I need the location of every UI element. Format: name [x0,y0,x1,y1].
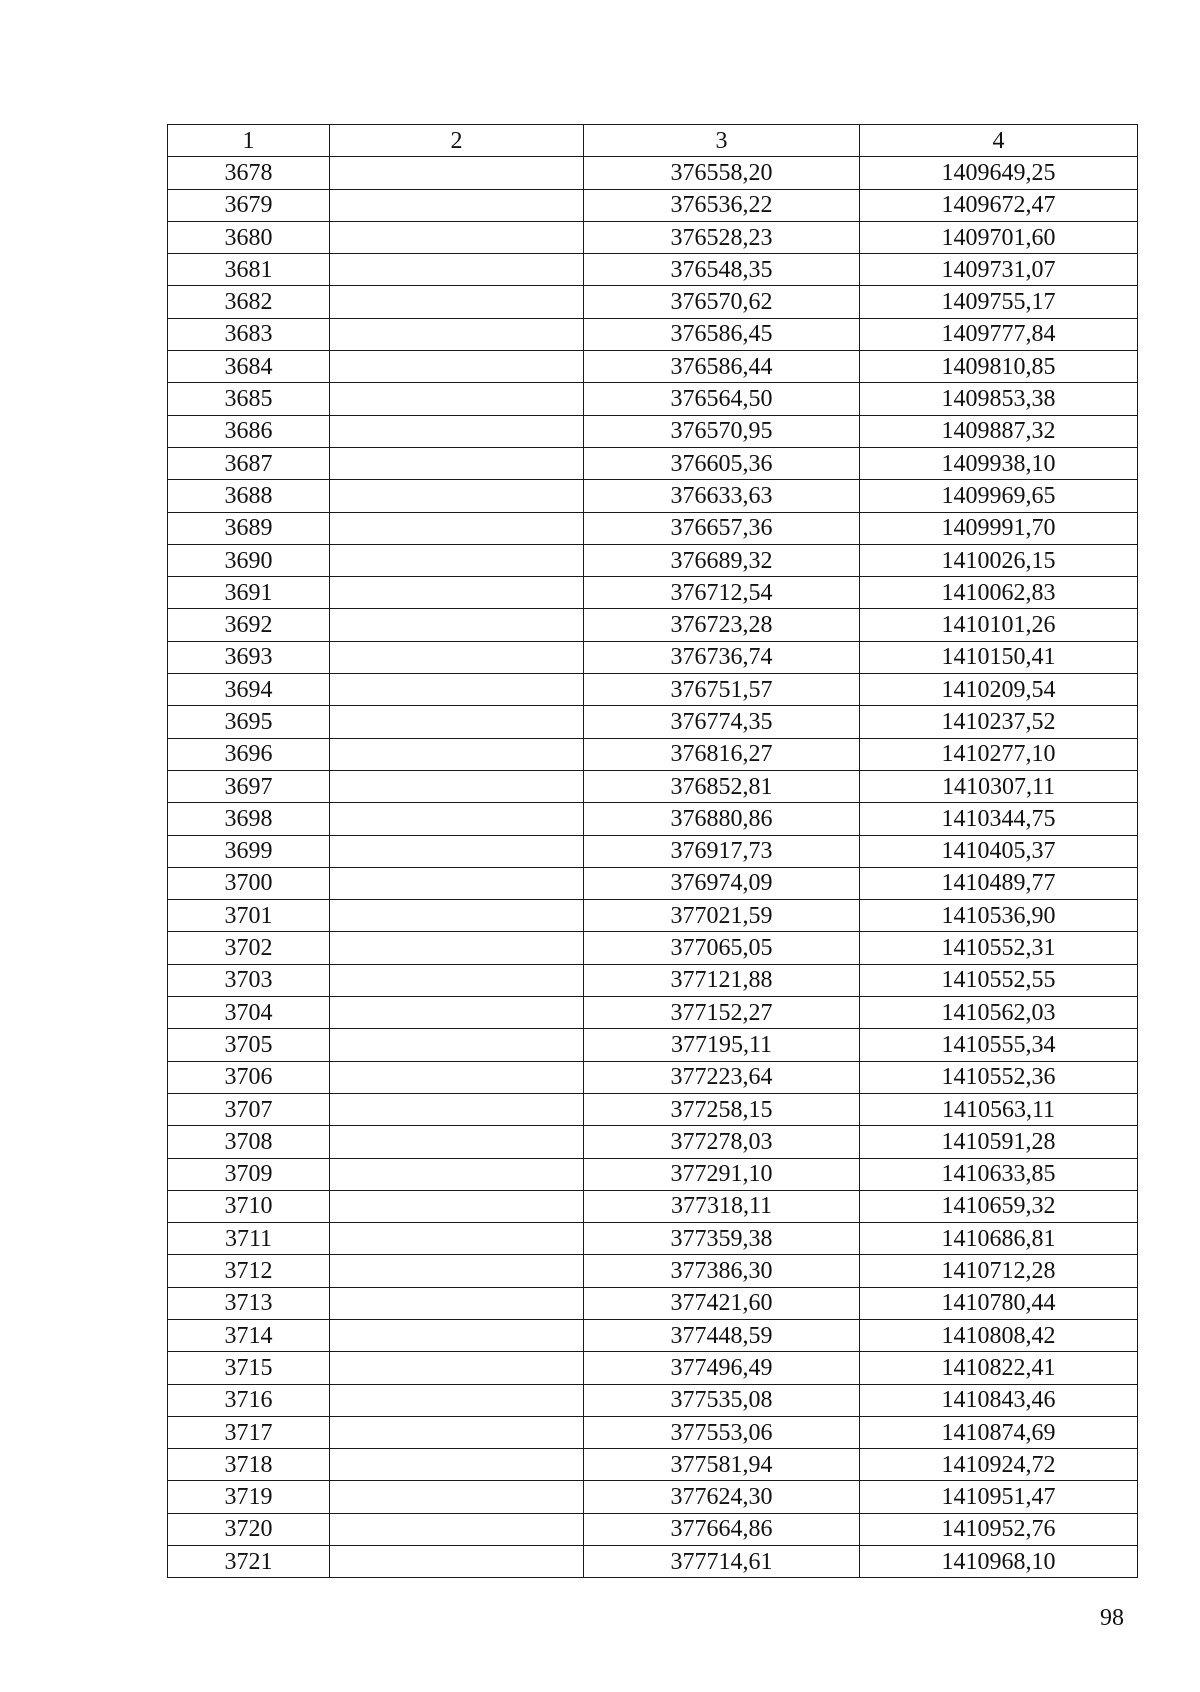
y-coordinate-cell: 1410552,36 [860,1061,1138,1093]
point-number-cell: 3709 [168,1158,330,1190]
table-row [168,738,1138,770]
description-cell [330,221,584,253]
table-row [168,1481,1138,1513]
description-cell [330,318,584,350]
x-coordinate-cell: 377223,64 [584,1061,860,1093]
x-coordinate-cell: 377291,10 [584,1158,860,1190]
y-coordinate-cell: 1410659,32 [860,1190,1138,1222]
description-cell [330,1513,584,1545]
table-row [168,1029,1138,1061]
y-coordinate-cell: 1410026,15 [860,544,1138,576]
x-coordinate-cell: 376548,35 [584,254,860,286]
description-cell [330,1255,584,1287]
x-coordinate-cell: 377195,11 [584,1029,860,1061]
point-number-cell: 3682 [168,286,330,318]
description-cell [330,1061,584,1093]
table-row [168,1319,1138,1351]
point-number-cell: 3721 [168,1546,330,1578]
description-cell [330,1158,584,1190]
x-coordinate-cell: 376689,32 [584,544,860,576]
y-coordinate-cell: 1410344,75 [860,803,1138,835]
y-coordinate-cell: 1410843,46 [860,1384,1138,1416]
description-cell [330,900,584,932]
y-coordinate-cell: 1410822,41 [860,1352,1138,1384]
table-row [168,1190,1138,1222]
description-cell [330,189,584,221]
y-coordinate-cell: 1409777,84 [860,318,1138,350]
description-cell [330,512,584,544]
x-coordinate-cell: 377448,59 [584,1319,860,1351]
column-header-2: 2 [330,125,584,157]
page-number: 98 [1100,1605,1124,1631]
y-coordinate-cell: 1410489,77 [860,867,1138,899]
y-coordinate-cell: 1409672,47 [860,189,1138,221]
x-coordinate-cell: 376570,62 [584,286,860,318]
y-coordinate-cell: 1410405,37 [860,835,1138,867]
table-row [168,997,1138,1029]
description-cell [330,1352,584,1384]
point-number-cell: 3684 [168,351,330,383]
x-coordinate-cell: 377278,03 [584,1126,860,1158]
point-number-cell: 3715 [168,1352,330,1384]
table-row [168,674,1138,706]
description-cell [330,480,584,512]
point-number-cell: 3680 [168,221,330,253]
y-coordinate-cell: 1410808,42 [860,1319,1138,1351]
description-cell [330,383,584,415]
table-row [168,1449,1138,1481]
y-coordinate-cell: 1409938,10 [860,447,1138,479]
table-row [168,577,1138,609]
table-row [168,900,1138,932]
description-cell [330,415,584,447]
point-number-cell: 3699 [168,835,330,867]
x-coordinate-cell: 376712,54 [584,577,860,609]
point-number-cell: 3704 [168,997,330,1029]
table-row [168,803,1138,835]
table-row [168,1416,1138,1448]
table-row [168,770,1138,802]
table-row [168,1513,1138,1545]
x-coordinate-cell: 376528,23 [584,221,860,253]
y-coordinate-cell: 1409649,25 [860,157,1138,189]
table-body [168,157,1138,1578]
table-row [168,1061,1138,1093]
point-number-cell: 3683 [168,318,330,350]
table-row [168,1223,1138,1255]
y-coordinate-cell: 1410780,44 [860,1287,1138,1319]
point-number-cell: 3696 [168,738,330,770]
description-cell [330,738,584,770]
y-coordinate-cell: 1409731,07 [860,254,1138,286]
y-coordinate-cell: 1410686,81 [860,1223,1138,1255]
table-row [168,835,1138,867]
point-number-cell: 3705 [168,1029,330,1061]
point-number-cell: 3697 [168,770,330,802]
x-coordinate-cell: 376586,44 [584,351,860,383]
x-coordinate-cell: 377258,15 [584,1093,860,1125]
table-row [168,1126,1138,1158]
table-row [168,221,1138,253]
description-cell [330,932,584,964]
point-number-cell: 3716 [168,1384,330,1416]
point-number-cell: 3694 [168,674,330,706]
description-cell [330,544,584,576]
table-row [168,415,1138,447]
x-coordinate-cell: 377359,38 [584,1223,860,1255]
table-row [168,932,1138,964]
table-row [168,1352,1138,1384]
y-coordinate-cell: 1410633,85 [860,1158,1138,1190]
point-number-cell: 3679 [168,189,330,221]
x-coordinate-cell: 377624,30 [584,1481,860,1513]
point-number-cell: 3695 [168,706,330,738]
description-cell [330,157,584,189]
table-row [168,609,1138,641]
table-row [168,480,1138,512]
point-number-cell: 3687 [168,447,330,479]
point-number-cell: 3720 [168,1513,330,1545]
table-header-row [168,125,1138,157]
x-coordinate-cell: 377386,30 [584,1255,860,1287]
table-row [168,1384,1138,1416]
x-coordinate-cell: 377065,05 [584,932,860,964]
description-cell [330,1481,584,1513]
point-number-cell: 3701 [168,900,330,932]
y-coordinate-cell: 1410591,28 [860,1126,1138,1158]
description-cell [330,1287,584,1319]
y-coordinate-cell: 1409991,70 [860,512,1138,544]
y-coordinate-cell: 1410536,90 [860,900,1138,932]
point-number-cell: 3706 [168,1061,330,1093]
point-number-cell: 3703 [168,964,330,996]
table-row [168,286,1138,318]
y-coordinate-cell: 1410562,03 [860,997,1138,1029]
point-number-cell: 3688 [168,480,330,512]
point-number-cell: 3711 [168,1223,330,1255]
y-coordinate-cell: 1409810,85 [860,351,1138,383]
table-row [168,1093,1138,1125]
x-coordinate-cell: 376657,36 [584,512,860,544]
description-cell [330,1029,584,1061]
table-row [168,1287,1138,1319]
x-coordinate-cell: 377496,49 [584,1352,860,1384]
y-coordinate-cell: 1410874,69 [860,1416,1138,1448]
table-row [168,318,1138,350]
table-row [168,351,1138,383]
description-cell [330,609,584,641]
y-coordinate-cell: 1410563,11 [860,1093,1138,1125]
x-coordinate-cell: 377152,27 [584,997,860,1029]
point-number-cell: 3690 [168,544,330,576]
description-cell [330,835,584,867]
table-row [168,1255,1138,1287]
x-coordinate-cell: 376736,74 [584,641,860,673]
point-number-cell: 3702 [168,932,330,964]
table-row [168,706,1138,738]
x-coordinate-cell: 377021,59 [584,900,860,932]
x-coordinate-cell: 376536,22 [584,189,860,221]
table-row [168,1158,1138,1190]
x-coordinate-cell: 376633,63 [584,480,860,512]
table-row [168,157,1138,189]
description-cell [330,1223,584,1255]
x-coordinate-cell: 376917,73 [584,835,860,867]
description-cell [330,997,584,1029]
description-cell [330,641,584,673]
coordinates-table [167,124,1138,1578]
y-coordinate-cell: 1410552,31 [860,932,1138,964]
description-cell [330,577,584,609]
point-number-cell: 3686 [168,415,330,447]
description-cell [330,286,584,318]
y-coordinate-cell: 1410968,10 [860,1546,1138,1578]
y-coordinate-cell: 1410952,76 [860,1513,1138,1545]
y-coordinate-cell: 1410307,11 [860,770,1138,802]
x-coordinate-cell: 376880,86 [584,803,860,835]
point-number-cell: 3693 [168,641,330,673]
x-coordinate-cell: 377121,88 [584,964,860,996]
description-cell [330,351,584,383]
x-coordinate-cell: 377318,11 [584,1190,860,1222]
x-coordinate-cell: 376751,57 [584,674,860,706]
y-coordinate-cell: 1410209,54 [860,674,1138,706]
y-coordinate-cell: 1410951,47 [860,1481,1138,1513]
point-number-cell: 3713 [168,1287,330,1319]
x-coordinate-cell: 377421,60 [584,1287,860,1319]
x-coordinate-cell: 376605,36 [584,447,860,479]
table-row [168,512,1138,544]
table-row [168,254,1138,286]
y-coordinate-cell: 1410924,72 [860,1449,1138,1481]
y-coordinate-cell: 1410552,55 [860,964,1138,996]
y-coordinate-cell: 1409701,60 [860,221,1138,253]
point-number-cell: 3710 [168,1190,330,1222]
x-coordinate-cell: 377664,86 [584,1513,860,1545]
point-number-cell: 3698 [168,803,330,835]
point-number-cell: 3708 [168,1126,330,1158]
description-cell [330,770,584,802]
point-number-cell: 3692 [168,609,330,641]
description-cell [330,1416,584,1448]
table-row [168,867,1138,899]
point-number-cell: 3718 [168,1449,330,1481]
column-header-3: 3 [584,125,860,157]
point-number-cell: 3700 [168,867,330,899]
table-row [168,189,1138,221]
x-coordinate-cell: 376852,81 [584,770,860,802]
y-coordinate-cell: 1410712,28 [860,1255,1138,1287]
description-cell [330,1093,584,1125]
x-coordinate-cell: 376774,35 [584,706,860,738]
table-row [168,447,1138,479]
point-number-cell: 3712 [168,1255,330,1287]
description-cell [330,1319,584,1351]
y-coordinate-cell: 1409853,38 [860,383,1138,415]
y-coordinate-cell: 1410555,34 [860,1029,1138,1061]
description-cell [330,1449,584,1481]
y-coordinate-cell: 1410150,41 [860,641,1138,673]
description-cell [330,706,584,738]
point-number-cell: 3719 [168,1481,330,1513]
point-number-cell: 3685 [168,383,330,415]
point-number-cell: 3689 [168,512,330,544]
column-header-4: 4 [860,125,1138,157]
description-cell [330,964,584,996]
description-cell [330,803,584,835]
y-coordinate-cell: 1410237,52 [860,706,1138,738]
y-coordinate-cell: 1410277,10 [860,738,1138,770]
x-coordinate-cell: 377581,94 [584,1449,860,1481]
y-coordinate-cell: 1410062,83 [860,577,1138,609]
description-cell [330,1190,584,1222]
x-coordinate-cell: 377714,61 [584,1546,860,1578]
table-row [168,1546,1138,1578]
x-coordinate-cell: 377535,08 [584,1384,860,1416]
description-cell [330,867,584,899]
x-coordinate-cell: 376816,27 [584,738,860,770]
x-coordinate-cell: 377553,06 [584,1416,860,1448]
point-number-cell: 3678 [168,157,330,189]
y-coordinate-cell: 1409755,17 [860,286,1138,318]
x-coordinate-cell: 376570,95 [584,415,860,447]
point-number-cell: 3714 [168,1319,330,1351]
column-header-1: 1 [168,125,330,157]
description-cell [330,447,584,479]
point-number-cell: 3717 [168,1416,330,1448]
description-cell [330,1126,584,1158]
table-row [168,964,1138,996]
point-number-cell: 3707 [168,1093,330,1125]
x-coordinate-cell: 376558,20 [584,157,860,189]
x-coordinate-cell: 376974,09 [584,867,860,899]
y-coordinate-cell: 1409969,65 [860,480,1138,512]
y-coordinate-cell: 1410101,26 [860,609,1138,641]
table-row [168,641,1138,673]
description-cell [330,254,584,286]
y-coordinate-cell: 1409887,32 [860,415,1138,447]
x-coordinate-cell: 376586,45 [584,318,860,350]
x-coordinate-cell: 376564,50 [584,383,860,415]
point-number-cell: 3681 [168,254,330,286]
description-cell [330,1384,584,1416]
table-row [168,383,1138,415]
description-cell [330,674,584,706]
table-row [168,544,1138,576]
description-cell [330,1546,584,1578]
point-number-cell: 3691 [168,577,330,609]
x-coordinate-cell: 376723,28 [584,609,860,641]
